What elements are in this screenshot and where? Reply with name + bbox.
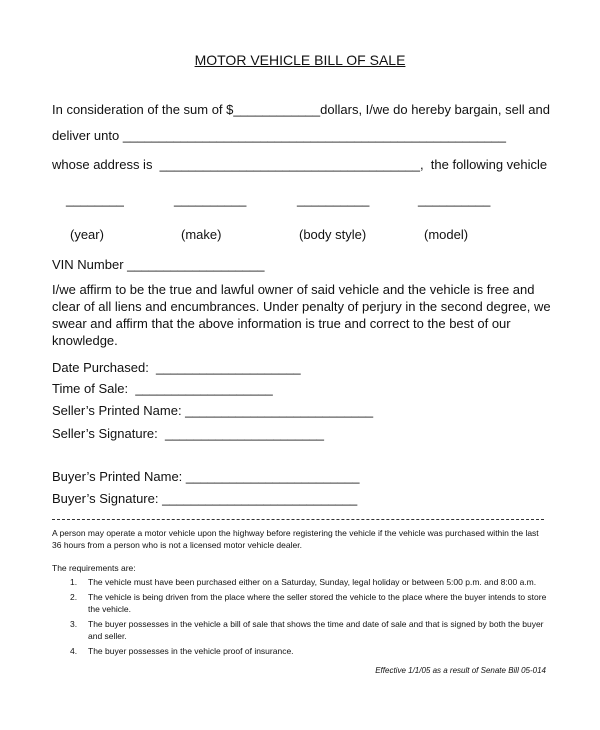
requirements-heading: The requirements are:	[52, 563, 136, 573]
seller-signature-field: Seller’s Signature: ______________________	[52, 426, 325, 441]
requirement-number: 4.	[70, 645, 78, 656]
model-label: (model)	[424, 227, 469, 242]
requirement-number: 2.	[70, 591, 78, 602]
body-style-blank: __________	[297, 192, 370, 207]
requirement-item	[70, 645, 550, 658]
requirement-text: The vehicle must have been purchased either on a Saturday, Sunday, legal holiday or between 5:00 p.m. and 8:00 a.m.	[88, 577, 537, 587]
requirement-number: 1.	[70, 577, 78, 587]
consideration-line-1: In consideration of the sum of $____________dollars, I/we do hereby bargain, sell and	[52, 102, 550, 117]
effective-note: Effective 1/1/05 as a result of Senate Bill 05-014	[375, 666, 546, 675]
dashed-divider	[52, 519, 544, 520]
consideration-line-3: whose address is ____________________________________, the following vehicle	[52, 157, 548, 172]
requirement-item	[70, 618, 550, 643]
year-blank: ________	[66, 192, 124, 207]
buyer-signature-field: Buyer’s Signature: ___________________________	[52, 491, 358, 506]
requirement-item	[70, 576, 550, 589]
requirement-item	[70, 591, 550, 616]
body-style-label: (body style)	[299, 227, 367, 242]
date-purchased-field: Date Purchased: ____________________	[52, 360, 301, 375]
make-label: (make)	[181, 227, 222, 242]
seller-printed-name-field: Seller’s Printed Name: __________________________	[52, 403, 374, 418]
page-title: MOTOR VEHICLE BILL OF SALE	[194, 52, 406, 68]
consideration-line-2: deliver unto _____________________________________________________	[52, 128, 507, 143]
requirement-text: The buyer possesses in the vehicle proof of insurance.	[88, 645, 294, 656]
requirements-list	[70, 576, 550, 659]
year-label: (year)	[70, 227, 104, 242]
time-of-sale-field: Time of Sale: ___________________	[52, 381, 273, 396]
model-blank: __________	[418, 192, 491, 207]
requirement-text: The vehicle is being driven from the place where the seller stored the vehicle to the place where the buyer intends to store the vehicle.	[88, 591, 547, 614]
affirmation-paragraph: I/we affirm to be the true and lawful owner of said vehicle and the vehicle is free and clear of all liens and encumbrances. Under penalty of perjury in the second degree, we swear and affirm that the above information is true and correct to the best of our knowledge.	[52, 282, 551, 348]
make-blank: __________	[174, 192, 247, 207]
buyer-printed-name-field: Buyer’s Printed Name: ________________________	[52, 469, 360, 484]
requirement-number: 3.	[70, 618, 78, 629]
requirement-text: The buyer possesses in the vehicle a bill of sale that shows the time and date of sale and that is signed by both the buyer and seller.	[88, 618, 544, 641]
vin-number-field: VIN Number ___________________	[52, 257, 265, 272]
operation-notice: A person may operate a motor vehicle upon the highway before registering the vehicle if the vehicle was purchased within the last 36 hours from a person who is not a licensed motor vehicle dealer.	[52, 528, 539, 550]
